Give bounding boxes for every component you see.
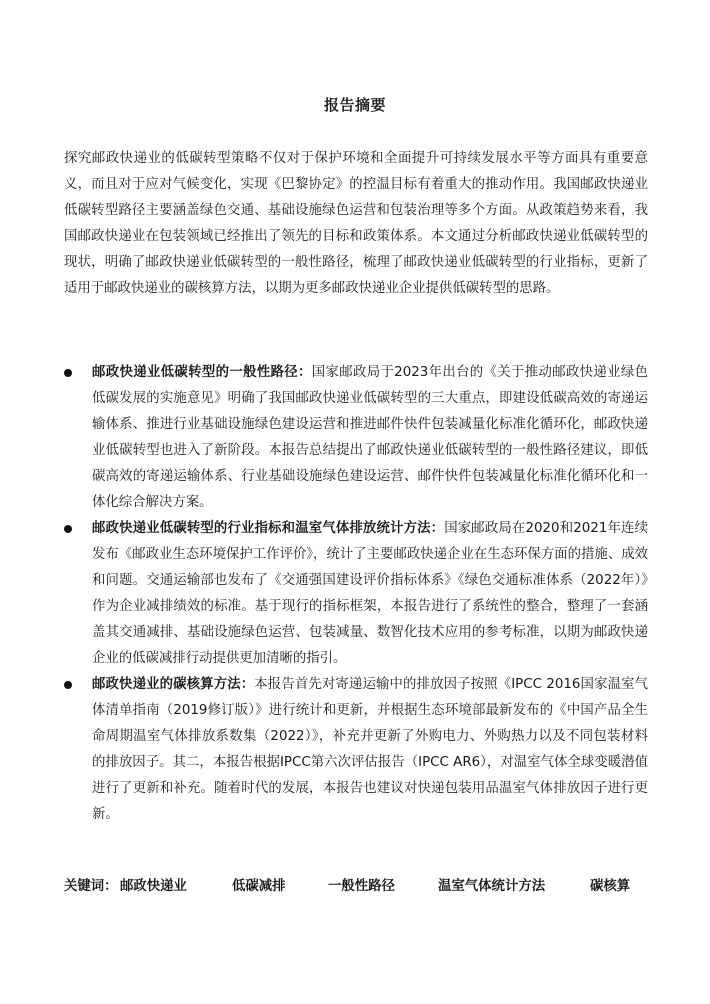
keyword-item: 低碳减排 xyxy=(232,879,286,894)
bullet-icon xyxy=(64,369,72,377)
bullet-icon xyxy=(64,681,72,689)
abstract-paragraph: 探究邮政快递业的低碳转型策略不仅对于保护环境和全面提升可持续发展水平等方面具有重要意义，而且对于应对气候变化，实现《巴黎协定》的控温目标有着重大的推动作用。我国邮政快递业低碳转型路径主要涵盖绿色交通、基础设施绿色运营和包装治理等多个方面。从政策趋势来看，我国邮政快递业在包装领域已经推出了领先的目标和政策体系。本文通过分析邮政快递业低碳转型的现状，明确了邮政快递业低碳转型的一般性路径，梳理了邮政快递业低碳转型的行业指标，更新了适用于邮政快递业的碳核算方法，以期为更多邮政快递业企业提供低碳转型的思路。 xyxy=(64,151,648,296)
keyword-item: 碳核算 xyxy=(590,879,631,894)
keyword-item: 一般性路径 xyxy=(328,879,395,894)
bullet-icon xyxy=(64,525,72,533)
key-point-industry-indicators xyxy=(0,516,710,672)
key-point-general-path xyxy=(0,360,710,516)
key-point-heading: 邮政快递业低碳转型的行业指标和温室气体排放统计方法： xyxy=(92,521,445,536)
keywords-label: 关键词： xyxy=(64,879,118,894)
keywords-line xyxy=(64,874,654,900)
key-point-text: 国家邮政局在2020和2021年连续发布《邮政业生态环境保护工作评价》，统计了主要邮政快递企业在生态环保方面的措施、成效和问题。交通运输部也发布了《交通强国建设评价指标体系》《绿色交通标准体系（2022年）》作为企业减排绩效的标准。基于现行的指标框架，本报告进行了系统性的整合，整理了一套涵盖其交通减排、基础设施绿色运营、包装减量、数智化技术应用的参考标准，以期为邮政快递企业的低碳减排行动提供更加清晰的指引。 xyxy=(92,521,648,666)
key-point-text: 本报告首先对寄递运输中的排放因子按照《IPCC 2016国家温室气体清单指南（2019修订版）》进行统计和更新，并根据生态环境部最新发布的《中国产品全生命周期温室气体排放系数集（2022）》，补充并更新了外购电力、外购热力以及不同包装材料的排放因子。其二，本报告根据IPCC第六次评估报告（IPCC AR6），对温室气体全球变暖潜值进行了更新和补充。随着时代的发展，本报告也建议对快递包装用品温室气体排放因子进行更新。 xyxy=(92,677,649,822)
keyword-item: 温室气体统计方法 xyxy=(438,879,546,894)
key-point-heading: 邮政快递业低碳转型的一般性路径： xyxy=(92,365,312,380)
page-title: 报告摘要 xyxy=(323,96,386,114)
key-point-carbon-accounting xyxy=(0,672,710,828)
keyword-item: 邮政快递业 xyxy=(120,879,187,894)
key-point-heading: 邮政快递业的碳核算方法： xyxy=(92,677,255,692)
key-points-list xyxy=(0,360,710,828)
key-point-text: 国家邮政局于2023年出台的《关于推动邮政快递业绿色低碳发展的实施意见》明确了我国邮政快递业低碳转型的三大重点，即建设低碳高效的寄递运输体系、推进行业基础设施绿色建设运营和推进邮件快件包装减量化标准化循环化，邮政快递业低碳转型也进入了新阶段。本报告总结提出了邮政快递业低碳转型的一般性路径建议，即低碳高效的寄递运输体系、行业基础设施绿色建设运营、邮件快件包装减量化标准化循环化和一体化综合解决方案。 xyxy=(92,365,649,510)
